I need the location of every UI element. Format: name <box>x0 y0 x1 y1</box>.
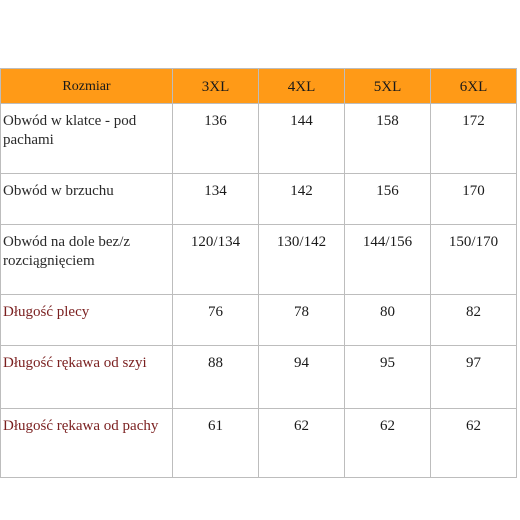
header-cell-4xl <box>259 69 345 104</box>
table-cell: 62 <box>345 409 431 478</box>
table-cell: 144/156 <box>345 225 431 295</box>
table-cell: 82 <box>431 295 517 346</box>
table-cell: 120/134 <box>173 225 259 295</box>
table-cell: 156 <box>345 174 431 225</box>
table-row <box>1 409 517 478</box>
table-cell: 150/170 <box>431 225 517 295</box>
table-row <box>1 295 517 346</box>
table-cell: 80 <box>345 295 431 346</box>
table-cell: 88 <box>173 346 259 409</box>
header-label: 5XL <box>373 78 402 95</box>
table-row <box>1 174 517 225</box>
header-label: 6XL <box>459 78 488 95</box>
table-cell: 172 <box>431 104 517 174</box>
row-label: Długość rękawa od pachy <box>1 409 173 478</box>
table-cell: 76 <box>173 295 259 346</box>
table-row <box>1 225 517 295</box>
table-row <box>1 346 517 409</box>
table-cell: 136 <box>173 104 259 174</box>
row-label: Długość rękawa od szyi <box>1 346 173 409</box>
table-cell: 130/142 <box>259 225 345 295</box>
table-cell: 62 <box>431 409 517 478</box>
header-label: 3XL <box>201 78 230 95</box>
row-label: Długość plecy <box>1 295 173 346</box>
table-cell: 158 <box>345 104 431 174</box>
header-label: Rozmiar <box>62 79 111 94</box>
header-cell-3xl <box>173 69 259 104</box>
header-cell-6xl <box>431 69 517 104</box>
row-label: Obwód w klatce - pod pachami <box>1 104 173 174</box>
table-cell: 61 <box>173 409 259 478</box>
table-cell: 134 <box>173 174 259 225</box>
table-cell: 170 <box>431 174 517 225</box>
table-cell: 95 <box>345 346 431 409</box>
table-cell: 94 <box>259 346 345 409</box>
row-label: Obwód na dole bez/z rozciągnięciem <box>1 225 173 295</box>
table-cell: 144 <box>259 104 345 174</box>
header-cell-size <box>1 69 173 104</box>
header-cell-5xl <box>345 69 431 104</box>
table-cell: 62 <box>259 409 345 478</box>
table-cell: 78 <box>259 295 345 346</box>
table-cell: 97 <box>431 346 517 409</box>
table-header-row <box>1 69 517 104</box>
table-cell: 142 <box>259 174 345 225</box>
header-label: 4XL <box>287 78 316 95</box>
table-row <box>1 104 517 174</box>
size-chart-table <box>0 68 517 478</box>
row-label: Obwód w brzuchu <box>1 174 173 225</box>
